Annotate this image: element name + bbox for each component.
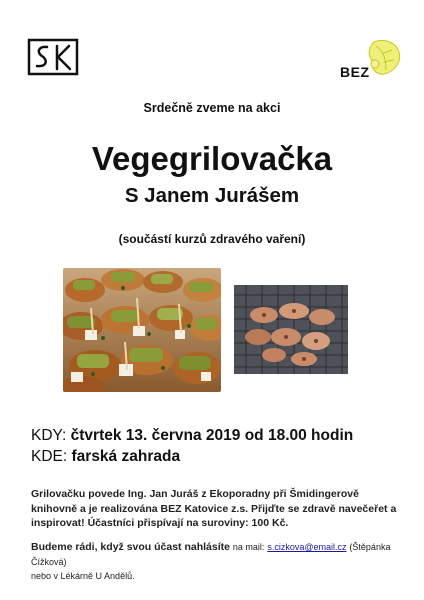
signup-info bbox=[31, 540, 406, 584]
photo-grilled-toasts bbox=[63, 268, 221, 392]
signup-contact-name: (Štěpánka Čížková) bbox=[31, 542, 391, 567]
where-value: farská zahrada bbox=[71, 448, 181, 465]
event-description: Grilovačku povede Ing. Jan Juráš z Ekoporadny při Šmidingerově knihovně a je realizována BEZ Katovice z.s. Přijďte se zdravě navečeřet a inspirovat! Účastníci přispívají na suroviny: 100 Kč. bbox=[31, 488, 397, 529]
signup-mail-prefix: na mail: bbox=[232, 542, 265, 552]
when-line bbox=[31, 427, 353, 445]
sk-logo bbox=[27, 38, 79, 76]
signup-alternative: nebo v Lékárně U Andělů. bbox=[31, 571, 135, 581]
bez-logo bbox=[338, 38, 402, 84]
when-label: KDY: bbox=[31, 427, 67, 444]
signup-lead: Budeme rádi, když svou účast nahlásíte bbox=[31, 541, 230, 553]
bez-leaf-logo-icon bbox=[366, 38, 402, 78]
invite-line: Srdečně zveme na akci bbox=[143, 101, 281, 115]
when-value: čtvrtek 13. června 2019 od 18.00 hodin bbox=[70, 427, 354, 444]
event-note: (součástí kurzů zdravého vaření) bbox=[118, 232, 306, 246]
signup-email-link[interactable]: s.cizkova@email.cz bbox=[267, 542, 347, 552]
where-label: KDE: bbox=[31, 448, 68, 465]
sk-monogram-icon bbox=[27, 38, 79, 76]
event-title: Vegegrilovačka bbox=[91, 140, 333, 177]
event-subtitle: S Janem Jurášem bbox=[124, 184, 300, 207]
photo-grill-grate bbox=[234, 285, 348, 374]
bez-logo-text: BEZ bbox=[340, 64, 370, 80]
where-line bbox=[31, 448, 180, 466]
